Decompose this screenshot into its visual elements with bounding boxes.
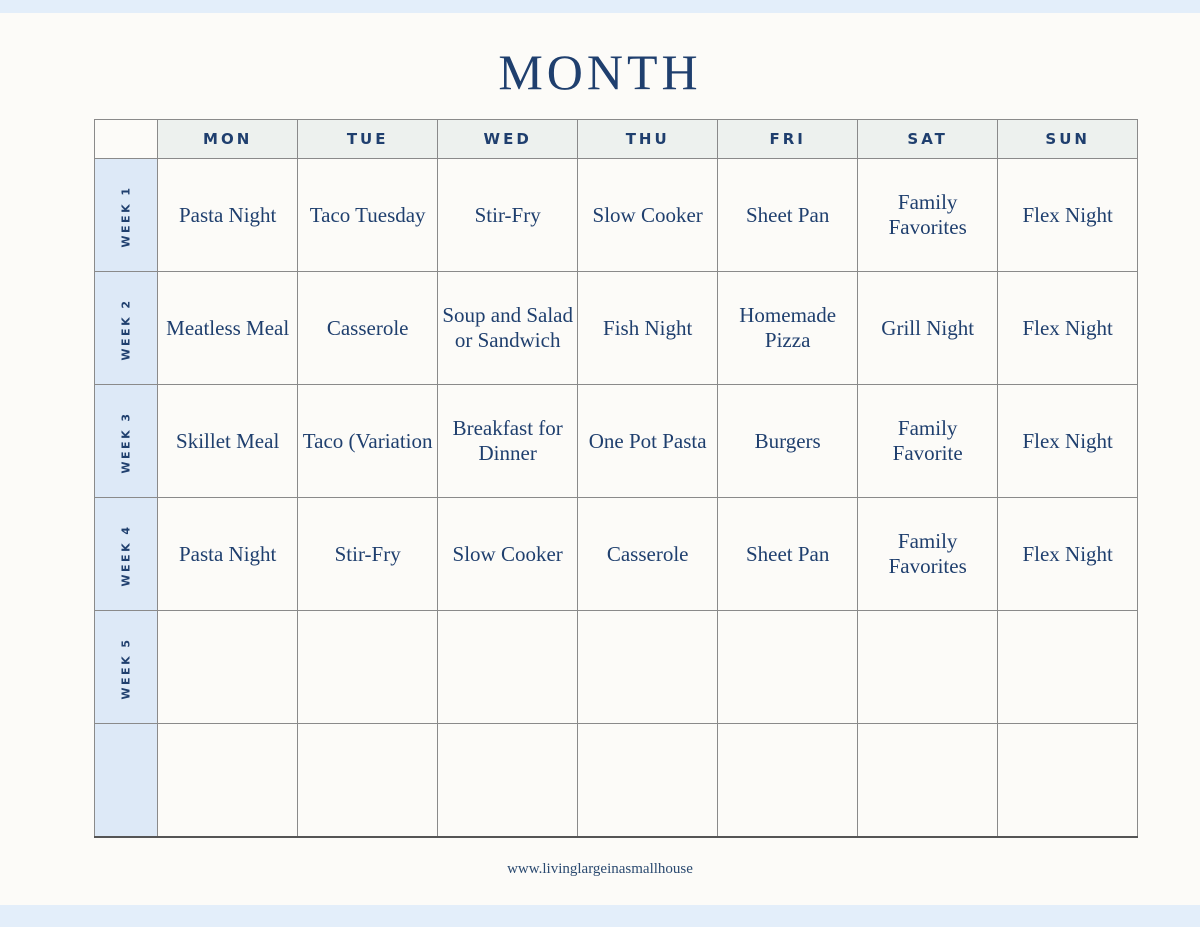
website-url: www.livinglargeinasmallhouse xyxy=(507,861,693,877)
meal-cell[interactable]: Sheet Pan xyxy=(718,498,858,611)
meal-cell[interactable]: Breakfast for Dinner xyxy=(438,385,578,498)
meal-cell[interactable] xyxy=(998,611,1138,724)
meal-cell[interactable]: Slow Cooker xyxy=(578,159,718,272)
meal-cell[interactable]: Soup and Salad or Sandwich xyxy=(438,272,578,385)
meal-cell[interactable]: Family Favorites xyxy=(858,498,998,611)
meal-cell[interactable] xyxy=(718,611,858,724)
meal-cell[interactable] xyxy=(438,611,578,724)
meal-cell[interactable] xyxy=(158,611,298,724)
week-row xyxy=(95,611,1138,724)
week-row xyxy=(95,272,1138,385)
meal-cell[interactable]: Pasta Night xyxy=(158,498,298,611)
week-row xyxy=(95,724,1138,838)
week-label-cell xyxy=(95,498,158,611)
meal-cell[interactable] xyxy=(718,724,858,838)
week-label: WEEK 3 xyxy=(119,411,133,474)
week-label: WEEK 5 xyxy=(119,637,133,700)
meal-cell[interactable]: Stir-Fry xyxy=(438,159,578,272)
week-row xyxy=(95,159,1138,272)
meal-cell[interactable]: Family Favorite xyxy=(858,385,998,498)
week-label: WEEK 2 xyxy=(119,298,133,361)
week-label: WEEK 4 xyxy=(119,524,133,587)
day-header-fri: FRI xyxy=(718,120,858,159)
week-label-cell xyxy=(95,159,158,272)
week-label-cell xyxy=(95,272,158,385)
day-header-thu: THU xyxy=(578,120,718,159)
meal-cell[interactable]: Taco Tuesday xyxy=(298,159,438,272)
meal-cell[interactable]: Casserole xyxy=(578,498,718,611)
planner-page xyxy=(0,13,1200,905)
day-header-wed: WED xyxy=(438,120,578,159)
week-row xyxy=(95,385,1138,498)
meal-plan-table xyxy=(94,119,1138,838)
meal-cell[interactable]: Homemade Pizza xyxy=(718,272,858,385)
meal-cell[interactable]: Casserole xyxy=(298,272,438,385)
day-header-sun: SUN xyxy=(998,120,1138,159)
week-label-cell xyxy=(95,385,158,498)
meal-cell[interactable]: Flex Night xyxy=(998,159,1138,272)
meal-cell[interactable] xyxy=(438,724,578,838)
meal-cell[interactable]: Flex Night xyxy=(998,498,1138,611)
meal-cell[interactable] xyxy=(158,724,298,838)
day-header-tue: TUE xyxy=(298,120,438,159)
meal-cell[interactable]: Meatless Meal xyxy=(158,272,298,385)
week-row xyxy=(95,498,1138,611)
meal-cell[interactable]: Flex Night xyxy=(998,272,1138,385)
meal-cell[interactable] xyxy=(998,724,1138,838)
meal-cell[interactable] xyxy=(858,724,998,838)
meal-cell[interactable] xyxy=(578,611,718,724)
page-title: MONTH xyxy=(498,44,702,100)
meal-cell[interactable]: Pasta Night xyxy=(158,159,298,272)
week-label: WEEK 1 xyxy=(119,185,133,248)
corner-cell xyxy=(95,120,158,159)
meal-cell[interactable]: Slow Cooker xyxy=(438,498,578,611)
meal-cell[interactable]: Flex Night xyxy=(998,385,1138,498)
week-label-cell xyxy=(95,611,158,724)
day-header-mon: MON xyxy=(158,120,298,159)
meal-cell[interactable]: Family Favorites xyxy=(858,159,998,272)
meal-cell[interactable] xyxy=(298,611,438,724)
meal-cell[interactable]: Fish Night xyxy=(578,272,718,385)
meal-cell[interactable] xyxy=(298,724,438,838)
day-header-sat: SAT xyxy=(858,120,998,159)
meal-cell[interactable] xyxy=(578,724,718,838)
meal-cell[interactable]: Skillet Meal xyxy=(158,385,298,498)
week-label-cell xyxy=(95,724,158,838)
meal-cell[interactable] xyxy=(858,611,998,724)
meal-cell[interactable]: One Pot Pasta xyxy=(578,385,718,498)
meal-cell[interactable]: Taco (Variation xyxy=(298,385,438,498)
meal-cell[interactable]: Grill Night xyxy=(858,272,998,385)
meal-cell[interactable]: Stir-Fry xyxy=(298,498,438,611)
meal-cell[interactable]: Sheet Pan xyxy=(718,159,858,272)
meal-cell[interactable]: Burgers xyxy=(718,385,858,498)
